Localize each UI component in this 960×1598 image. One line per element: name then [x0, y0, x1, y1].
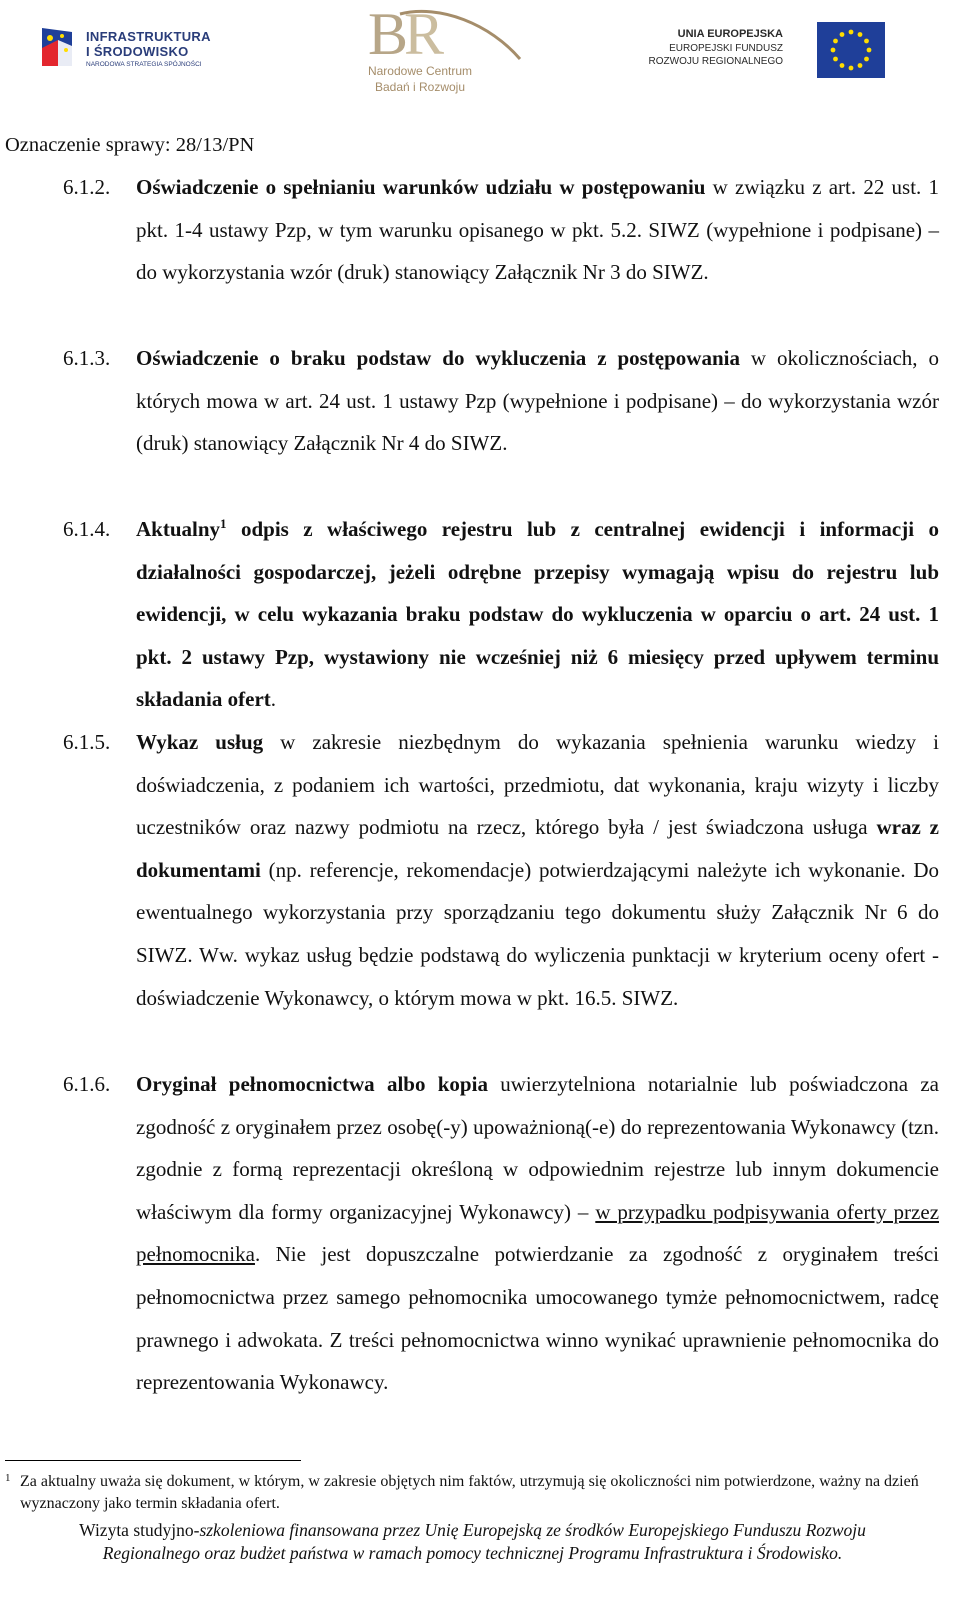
page-header [0, 0, 960, 110]
footnote-mark: 1 [5, 1472, 11, 1484]
logo-right-line3: ROZWOJU REGIONALNEGO [648, 56, 783, 67]
item-underlined-text: w przypadku podpisywania oferty przez pełnomocnika [136, 1199, 940, 1267]
eu-logo [648, 22, 885, 82]
infrastruktura-logo [38, 20, 268, 80]
case-reference: Oznaczenie sprawy: 28/13/PN [5, 134, 255, 156]
logo-left-line3: NARODOWA STRATEGIA SPÓJNOŚCI [86, 61, 202, 68]
item-text: w okolicznościach, o których mowa w art. 24 ust. 1 ustawy Pzp (wypełnione i podpisane) – do wykorzystania wzór (druk) stanowiący Załącznik Nr 4 do SIWZ. [136, 346, 940, 456]
list-item-6-1-5 [63, 721, 939, 1019]
logo-right-line2: EUROPEJSKI FUNDUSZ [669, 43, 783, 54]
ncbr-monogram-icon [360, 4, 530, 62]
footer-line1 [5, 1519, 940, 1542]
item-text: w związku z art. 22 ust. 1 pkt. 1-4 ustawy Pzp, w tym warunku opisanego w pkt. 5.2. SIWZ (wypełnione i podpisane) – do wykorzystania wzór (druk) stanowiący Załącznik Nr 3 do SIWZ. [136, 175, 939, 285]
logo-center-line2: Badań i Rozwoju [374, 80, 466, 94]
item-text: uwierzytelniona notarialnie lub poświadczona za zgodność z oryginałem przez osobę(-y) upoważnioną(-e) do reprezentowania Wykonawcy (tzn. zgodnie z formą reprezentacji określoną w odpowiednim rejestrze lub innym dokumencie właściwym dla formy organizacyjnej Wykonawcy) – [136, 1072, 939, 1224]
infrastruktura-flag-icon [38, 26, 76, 70]
item-text-continued: . Nie jest dopuszczalne potwierdzanie za zgodność z oryginałem treści pełnomocnictwa przez samego pełnomocnika umocowanego tymże pełnomocnictwem, radcę prawnego i adwokata. Z treści pełnomocnictwa winno wynikać uprawnienie pełnomocnika do reprezentowania Wykonawcy. [136, 1242, 939, 1395]
list-item-6-1-6 [63, 1063, 939, 1404]
logo-right-line1: UNIA EUROPEJSKA [677, 28, 783, 40]
ncbr-logo [360, 4, 530, 104]
item-text-continued: (np. referencje, rekomendacje) potwierdzającymi należyte ich wykonanie. Do ewentualnego wykorzystania przy sporządzaniu tego dokumentu służy Załącznik Nr 6 do SIWZ. Ww. wykaz usług będzie podstawą do wyliczenia punktacji w kryterium oceny ofert - doświadczenie Wykonawcy, o którym mowa w pkt. 16.5. SIWZ. [136, 857, 939, 1010]
list-item-6-1-2 [63, 166, 939, 294]
eu-flag-icon [817, 22, 885, 78]
footnote-text: Za aktualny uważa się dokument, w którym, w zakresie objętych nim faktów, utrzymują się okoliczności nim potwierdzone, ważny na dzień wyznaczony jako termin składania ofert. [20, 1473, 919, 1512]
page-footer [5, 1519, 940, 1565]
item-text: w zakresie niezbędnym do wykazania spełnienia warunku wiedzy i doświadczenia, z podaniem ich wartości, przedmiotu, dat wykonania, kraju wizyty i liczby uczestników oraz nazwy podmiotu na rzecz, którego była / jest świadczona usługa [136, 730, 939, 840]
footer-line2: Regionalnego oraz budżet państwa w ramach pomocy technicznej Programu Infrastruktura i Środowisko. [102, 1543, 843, 1563]
footnote-reference: 1 [220, 516, 227, 531]
item-bold-title: Oświadczenie o spełnianiu warunków udziału w postępowaniu [136, 175, 706, 199]
item-bold-title: Wykaz usług [136, 730, 264, 754]
item-bold-text: wraz z dokumentami [136, 815, 939, 882]
footnote [5, 1471, 940, 1515]
item-bold-title: Aktualny [136, 517, 221, 541]
item-text-end: . [270, 687, 277, 712]
svg-text:B: B [368, 4, 409, 62]
logo-center-line1: Narodowe Centrum [367, 64, 473, 78]
item-bold-title: Oryginał pełnomocnictwa albo kopia [136, 1072, 488, 1096]
item-bold-title: Oświadczenie o braku podstaw do wykluczenia z postępowania [136, 346, 740, 370]
item-number: 6.1.4. [63, 517, 111, 541]
footer-line1-italic: szkoleniowa finansowana przez Unię Europejską ze środków Europejskiego Funduszu Rozwoju [199, 1520, 866, 1540]
logo-left-line1: INFRASTRUKTURA [86, 29, 211, 44]
item-bold-text: odpis z właściwego rejestru lub z centralnej ewidencji i informacji o działalności gospodarczej, jeżeli odrębne przepisy wymagają wpisu do rejestru lub ewidencji, w celu wykazania braku podstaw do wykluczenia w oparciu o art. 24 ust. 1 pkt. 2 ustawy Pzp, wystawiony nie wcześniej niż 6 miesięcy przed upływem terminu składania ofert [136, 517, 939, 712]
svg-text:R: R [404, 4, 445, 62]
list-item-6-1-3 [63, 337, 939, 465]
logo-left-line2: I ŚRODOWISKO [86, 44, 189, 59]
item-number: 6.1.2. [63, 175, 111, 199]
footer-line1-plain: Wizyta studyjno- [79, 1520, 200, 1540]
item-number: 6.1.6. [63, 1072, 111, 1096]
footnote-separator [5, 1460, 301, 1461]
item-number: 6.1.3. [63, 346, 111, 370]
item-number: 6.1.5. [63, 730, 111, 754]
list-item-6-1-4 [63, 508, 939, 721]
